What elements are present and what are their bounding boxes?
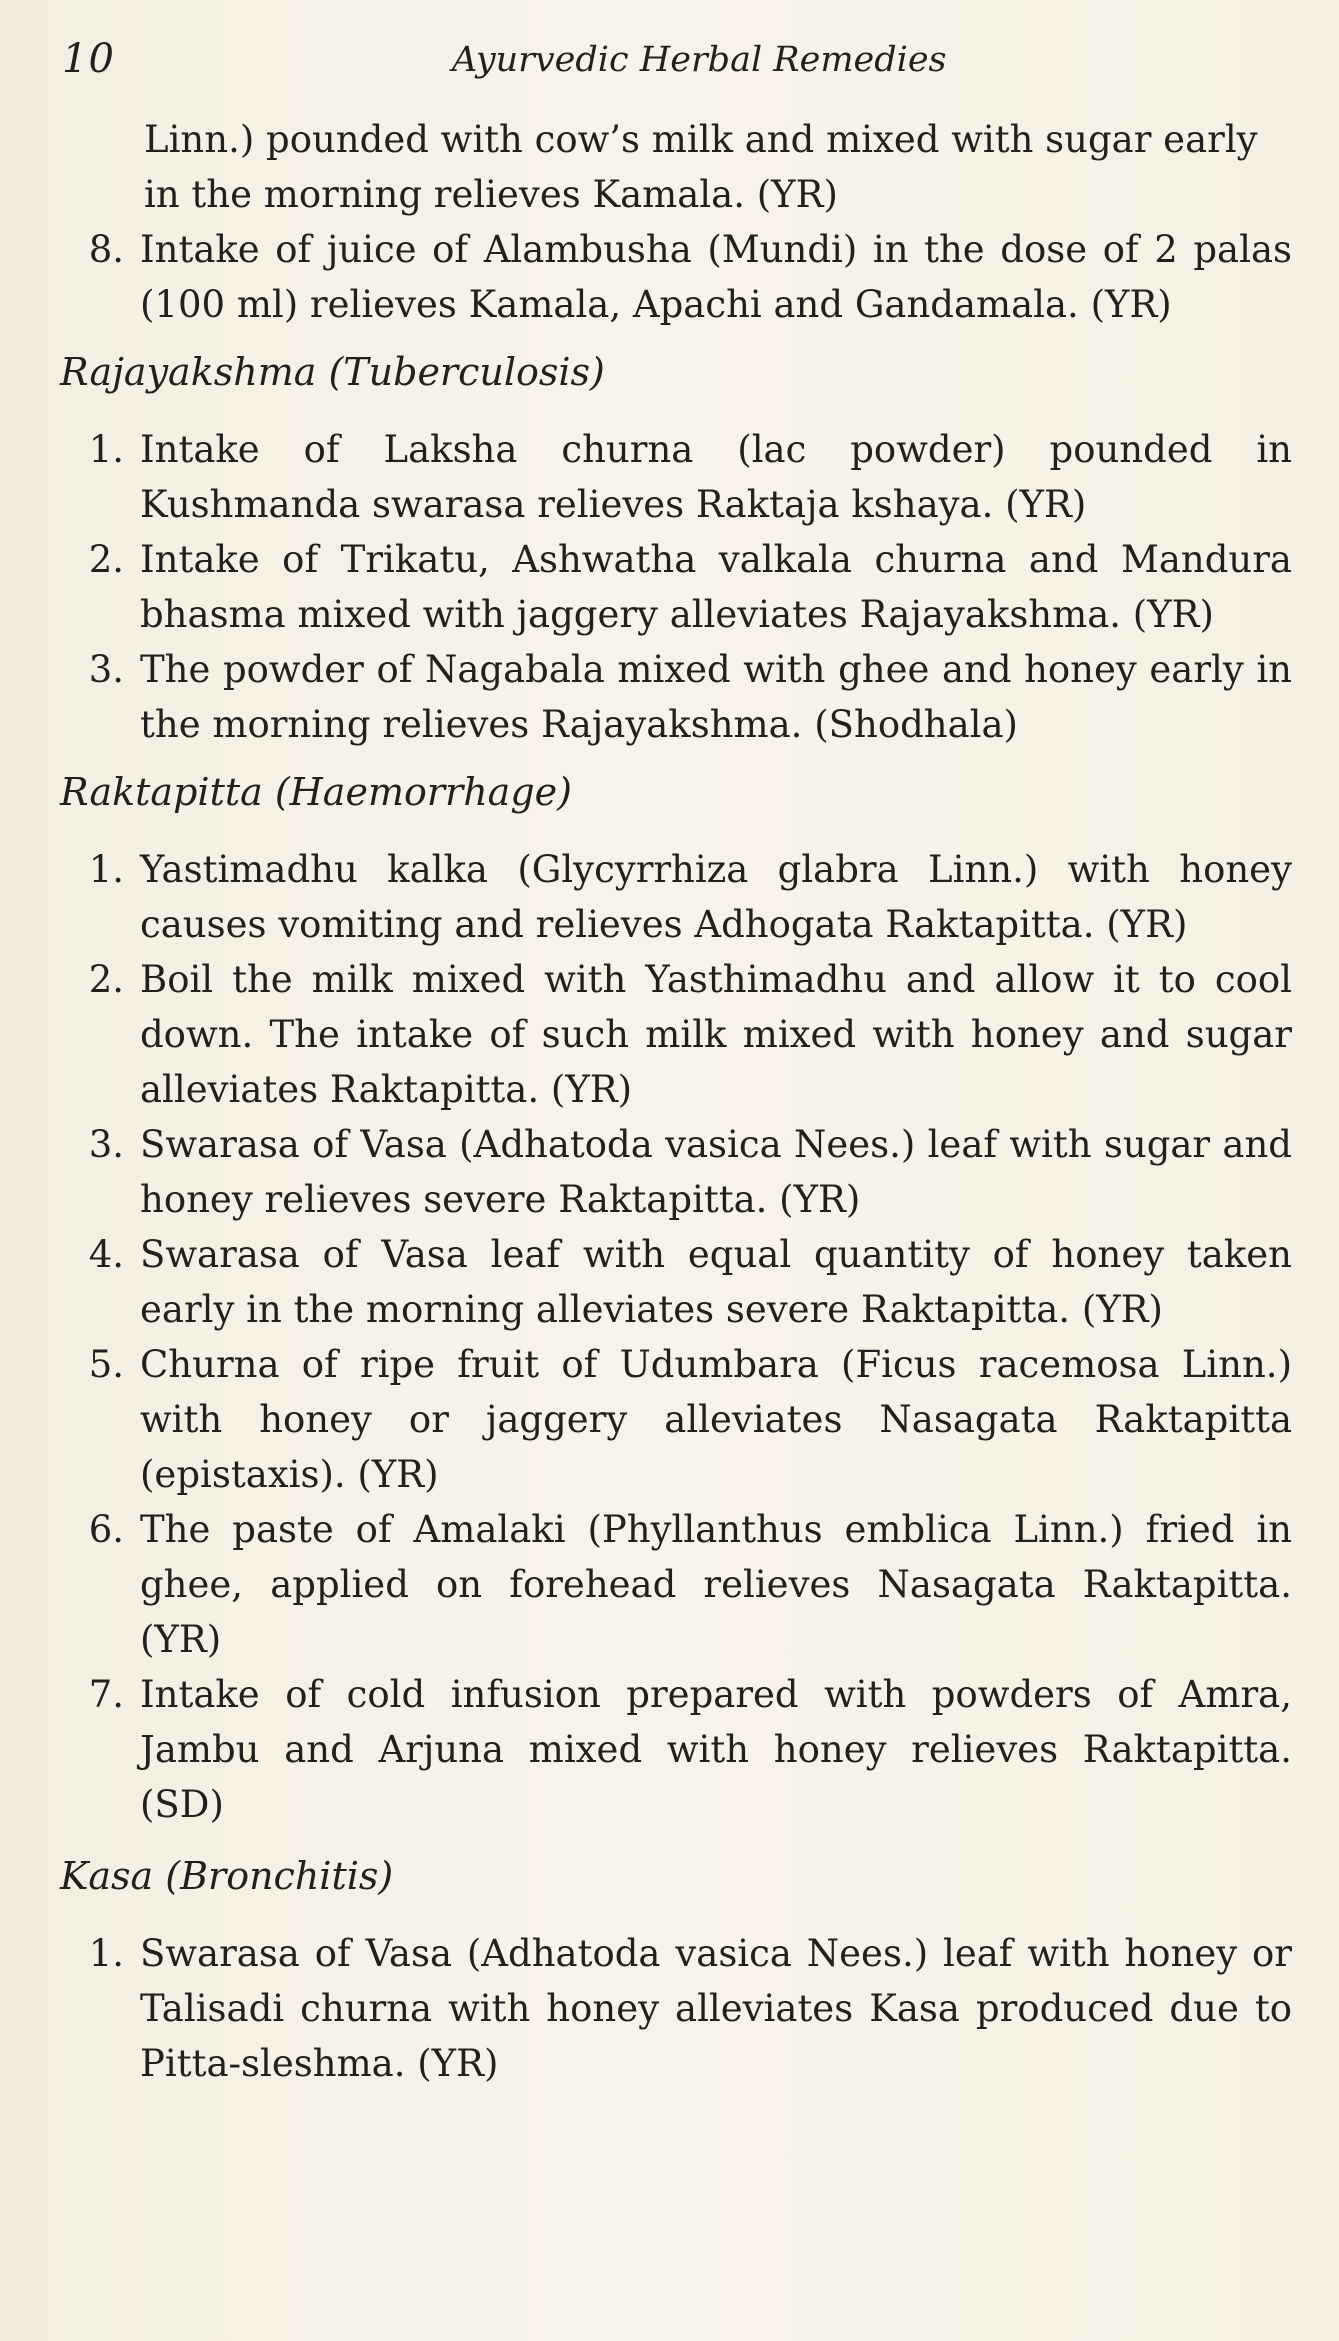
section-heading: Kasa (Bronchitis) xyxy=(60,1854,394,1898)
list-item xyxy=(52,1502,1292,1667)
item-text: The powder of Nagabala mixed with ghee and honey early in the morning relieves Rajayakshma. (Shodhala) xyxy=(140,648,1292,746)
list-item xyxy=(52,1227,1292,1337)
list-item xyxy=(52,1667,1292,1832)
item-text: Yastimadhu kalka (Glycyrrhiza glabra Linn.) with honey causes vomiting and relieves Adhogata Raktapitta. (YR) xyxy=(140,848,1292,946)
item-text: Boil the milk mixed with Yasthimadhu and allow it to cool down. The intake of such milk mixed with honey and sugar alleviates Raktapitta. (YR) xyxy=(140,958,1292,1111)
item-number: 1 . xyxy=(52,1926,124,1981)
continuation-text: Linn.) pounded with cow’s milk and mixed with sugar early in the morning relieves Kamala. (YR) xyxy=(144,118,1258,216)
list-item xyxy=(52,222,1292,332)
remedy-list xyxy=(52,842,1292,1832)
remedy-list xyxy=(52,422,1292,752)
list-item xyxy=(52,532,1292,642)
item-text: Swarasa of Vasa leaf with equal quantity of honey taken early in the morning alleviates severe Raktapitta. (YR) xyxy=(140,1233,1292,1331)
item-number: 3 . xyxy=(52,642,124,697)
list-item xyxy=(52,1117,1292,1227)
item-text: Swarasa of Vasa (Adhatoda vasica Nees.) leaf with sugar and honey relieves severe Raktapitta. (YR) xyxy=(140,1123,1292,1221)
item-number: 1 . xyxy=(52,422,124,477)
item-number: 1 . xyxy=(52,842,124,897)
item-text: Churna of ripe fruit of Udumbara (Ficus racemosa Linn.) with honey or jaggery alleviates Nasagata Raktapitta (epistaxis). (YR) xyxy=(140,1343,1292,1496)
item-text: Intake of juice of Alambusha (Mundi) in the dose of 2 palas (100 ml) relieves Kamala, Apachi and Gandamala. (YR) xyxy=(140,228,1292,326)
list-item xyxy=(52,952,1292,1117)
item-number: 4 . xyxy=(52,1227,124,1282)
section-heading: Raktapitta (Haemorrhage) xyxy=(60,770,572,814)
item-number: 2 . xyxy=(52,532,124,587)
item-number: 8 . xyxy=(52,222,124,277)
remedy-list xyxy=(52,1926,1292,2091)
item-number: 6 . xyxy=(52,1502,124,1557)
page-content xyxy=(52,112,1292,2101)
item-text: The paste of Amalaki (Phyllanthus emblica Linn.) fried in ghee, applied on forehead relieves Nasagata Raktapitta. (YR) xyxy=(140,1508,1292,1661)
item-number: 2 . xyxy=(52,952,124,1007)
section-raktapitta xyxy=(52,762,1292,1832)
list-item xyxy=(52,1926,1292,2091)
item-number: 5 . xyxy=(52,1337,124,1392)
running-title: Ayurvedic Herbal Remedies xyxy=(452,40,947,80)
item-text: Intake of cold infusion prepared with powders of Amra, Jambu and Arjuna mixed with honey relieves Raktapitta. (SD) xyxy=(140,1673,1292,1826)
section-kasa xyxy=(52,1846,1292,2091)
list-item xyxy=(52,1337,1292,1502)
item-number: 7 . xyxy=(52,1667,124,1722)
item-text: Intake of Laksha churna (lac powder) pounded in Kushmanda swarasa relieves Raktaja kshaya. (YR) xyxy=(140,428,1292,526)
item-number: 3 . xyxy=(52,1117,124,1172)
item-text: Intake of Trikatu, Ashwatha valkala churna and Mandura bhasma mixed with jaggery alleviates Rajayakshma. (YR) xyxy=(140,538,1292,636)
section-heading: Rajayakshma (Tuberculosis) xyxy=(60,350,605,394)
list-item xyxy=(52,642,1292,752)
list-item xyxy=(52,422,1292,532)
item-text: Swarasa of Vasa (Adhatoda vasica Nees.) leaf with honey or Talisadi churna with honey alleviates Kasa produced due to Pitta-sleshma. (YR) xyxy=(140,1932,1292,2085)
section-rajayakshma xyxy=(52,342,1292,752)
page-number: 10 xyxy=(62,36,115,82)
page-header xyxy=(62,36,1279,96)
list-item xyxy=(52,842,1292,952)
